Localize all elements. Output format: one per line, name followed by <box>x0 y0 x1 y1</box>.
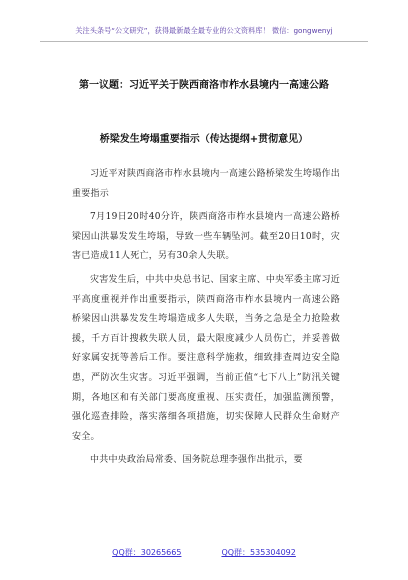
header-banner: 关注头条号“公文研究”，获得最新最全最专业的公文资料库！ 微信：gongwenyj <box>75 26 333 35</box>
paragraph: 7月19日20时40分许，陕西商洛市柞水县境内一高速公路桥梁因山洪暴发发生垮塌，导致一些车辆坠河。截至20日10时，灾害已造成11人死亡，另有30余人失联。 <box>72 212 340 262</box>
qq-group-link-1[interactable]: QQ群：30265665 <box>112 548 182 557</box>
document-body <box>72 165 340 475</box>
document-title-line-1: 第一议题：习近平关于陕西商洛市柞水县境内一高速公路 <box>79 80 329 91</box>
paragraph: 中共中央政治局常委、国务院总理李强作出批示，要 <box>90 455 303 466</box>
footer <box>0 547 408 558</box>
header-divider <box>40 41 368 42</box>
qq-group-link-2[interactable]: QQ群：535304092 <box>221 548 296 557</box>
paragraph: 习近平对陕西商洛市柞水县境内一高速公路桥梁发生垮塌作出重要指示 <box>72 169 340 199</box>
document-title-line-2: 桥梁发生垮塌重要指示（传达提纲+贯彻意见） <box>99 134 309 145</box>
paragraph: 灾害发生后，中共中央总书记、国家主席、中央军委主席习近平高度重视并作出重要指示，陕西商洛市柞水县境内一高速公路桥梁因山洪暴发发生垮塌造成多人失联，当务之急是全力抢险救援，千方百计搜救失联人员，最大限度减少人员伤亡，并妥善做好家属安抚等善后工作。要注意科学施救，细致排查周边安全隐患，严防次生灾害。习近平强调，当前正值“七下八上”防汛关键期，各地区和有关部门要高度重视、压实责任，加强监测预警，强化巡查排险，落实落细各项措施，切实保障人民群众生命财产安全。 <box>72 274 340 442</box>
